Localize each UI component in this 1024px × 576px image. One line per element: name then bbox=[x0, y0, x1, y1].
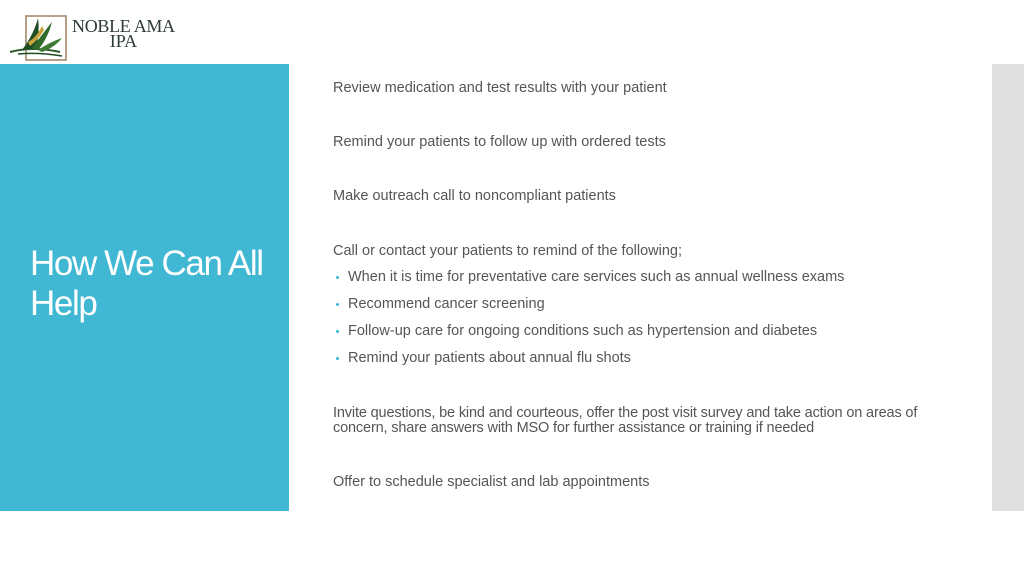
sub-list-item bbox=[333, 349, 844, 376]
sub-list-item bbox=[333, 295, 844, 322]
logo bbox=[8, 12, 175, 62]
sub-list-item-text: When it is time for preventative care services such as annual wellness exams bbox=[348, 269, 845, 285]
list-item: Offer to schedule specialist and lab appointments bbox=[333, 474, 650, 490]
logo-line-1: NOBLE AMA bbox=[72, 16, 175, 36]
list-item: Remind your patients to follow up with ordered tests bbox=[333, 134, 666, 150]
sub-list bbox=[333, 268, 844, 376]
sub-list-item bbox=[333, 322, 844, 349]
slide-title: How We Can All Help bbox=[30, 244, 263, 323]
sub-list-item-text: Recommend cancer screening bbox=[348, 296, 545, 312]
sub-list-item-text: Remind your patients about annual flu shots bbox=[348, 350, 631, 366]
bullet-icon bbox=[336, 357, 339, 360]
bullet-icon bbox=[336, 276, 339, 279]
bullet-icon bbox=[336, 330, 339, 333]
side-accent-bar bbox=[992, 64, 1024, 511]
list-item: Review medication and test results with your patient bbox=[333, 80, 667, 96]
logo-line-2: IPA bbox=[109, 31, 138, 51]
sub-list-item-text: Follow-up care for ongoing conditions such as hypertension and diabetes bbox=[348, 323, 818, 339]
bullet-icon bbox=[336, 303, 339, 306]
bird-of-paradise-leaf-icon bbox=[8, 12, 68, 62]
list-item: Call or contact your patients to remind of the following; bbox=[333, 243, 682, 259]
logo-wordmark bbox=[72, 16, 175, 51]
sub-list-item bbox=[333, 268, 844, 295]
list-item: Invite questions, be kind and courteous, offer the post visit survey and take action on areas of concern, share answers with MSO for further assistance or training if needed bbox=[333, 405, 918, 436]
list-item: Make outreach call to noncompliant patients bbox=[333, 188, 616, 204]
